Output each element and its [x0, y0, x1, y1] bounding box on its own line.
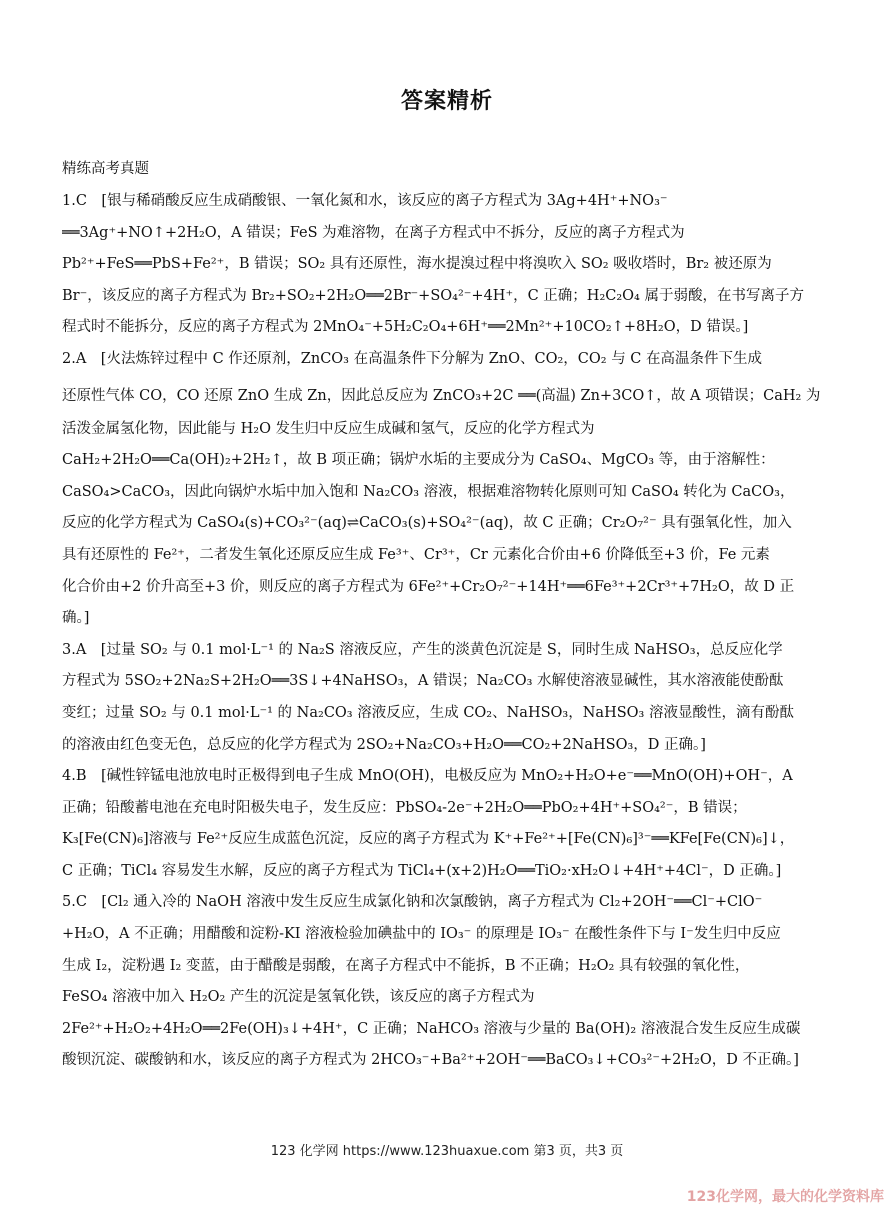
text-line: Pb²⁺+FeS══PbS+Fe²⁺，B 错误；SO₂ 具有还原性，海水提溴过程中将溴吹入 SO₂ 吸收塔时，Br₂ 被还原为 — [62, 256, 772, 273]
text-line: 1.C [银与稀硝酸反应生成硝酸银、一氧化氮和水，该反应的离子方程式为 3Ag+4H⁺+NO₃⁻ — [62, 193, 668, 209]
text-line: C 正确；TiCl₄ 容易发生水解，反应的离子方程式为 TiCl₄+(x+2)H₂O══TiO₂·xH₂O↓+4H⁺+4Cl⁻，D 正确。] — [62, 862, 782, 879]
text-line: 活泼金属氢化物，因此能与 H₂O 发生归中反应生成碱和氢气，反应的化学方程式为 — [62, 420, 595, 437]
site-watermark: 123化学网，最大的化学资料库 — [686, 1189, 884, 1205]
text-line: 变红；过量 SO₂ 与 0.1 mol·L⁻¹ 的 Na₂CO₃ 溶液反应，生成 CO₂、NaHSO₃，NaHSO₃ 溶液显酸性，滴有酚酞 — [62, 704, 794, 721]
page-title: 答案精析 — [400, 89, 493, 114]
text-line: 2.A [火法炼锌过程中 C 作还原剂，ZnCO₃ 在高温条件下分解为 ZnO、CO₂，CO₂ 与 C 在高温条件下生成 — [62, 350, 763, 367]
answer-content — [62, 186, 837, 1077]
text-line: 正确；铅酸蓄电池在充电时阳极失电子，发生反应：PbSO₄-2e⁻+2H₂O══PbO₂+4H⁺+SO₄²⁻，B 错误； — [62, 799, 747, 816]
text-line: K₃[Fe(CN)₆]溶液与 Fe²⁺反应生成蓝色沉淀，反应的离子方程式为 K⁺+Fe²⁺+[Fe(CN)₆]³⁻══KFe[Fe(CN)₆]↓， — [62, 831, 795, 848]
text-line: Br⁻，该反应的离子方程式为 Br₂+SO₂+2H₂O══2Br⁻+SO₄²⁻+4H⁺，C 正确；H₂C₂O₄ 属于弱酸，在书写离子方 — [62, 287, 804, 304]
text-line: 方程式为 5SO₂+2Na₂S+2H₂O══3S↓+4NaHSO₃，A 错误；Na₂CO₃ 水解使溶液显碱性，其水溶液能使酚酞 — [62, 673, 784, 690]
page-footer: 123 化学网 https://www.123huaxue.com 第3 页，共3 页 — [270, 1144, 624, 1159]
text-line: CaSO₄>CaCO₃，因此向锅炉水垢中加入饱和 Na₂CO₃ 溶液，根据难溶物转化原则可知 CaSO₄ 转化为 CaCO₃， — [62, 483, 795, 500]
text-line: CaH₂+2H₂O══Ca(OH)₂+2H₂↑，故 B 项正确；锅炉水垢的主要成分为 CaSO₄、MgCO₃ 等，由于溶解性： — [62, 452, 775, 469]
text-line: 的溶液由红色变无色，总反应的化学方程式为 2SO₂+Na₂CO₃+H₂O══CO₂+2NaHSO₃，D 正确。] — [62, 736, 706, 753]
text-line: 酸钡沉淀、碳酸钠和水，该反应的离子方程式为 2HCO₃⁻+Ba²⁺+2OH⁻══BaCO₃↓+CO₃²⁻+2H₂O，D 不正确。] — [62, 1052, 799, 1069]
text-line: 具有还原性的 Fe²⁺，二者发生氧化还原反应生成 Fe³⁺、Cr³⁺，Cr 元素化合价由+6 价降低至+3 价，Fe 元素 — [62, 546, 770, 563]
text-line: 3.A [过量 SO₂ 与 0.1 mol·L⁻¹ 的 Na₂S 溶液反应，产生的淡黄色沉淀是 S，同时生成 NaHSO₃，总反应化学 — [62, 641, 783, 658]
text-line: 4.B [碱性锌锰电池放电时正极得到电子生成 MnO(OH)，电极反应为 MnO₂+H₂O+e⁻══MnO(OH)+OH⁻，A — [62, 768, 793, 785]
text-line: 生成 I₂，淀粉遇 I₂ 变蓝，由于醋酸是弱酸，在离子方程式中不能拆，B 不正确；H₂O₂ 具有较强的氧化性， — [62, 957, 750, 974]
text-line: 还原性气体 CO，CO 还原 ZnO 生成 Zn，因此总反应为 ZnCO₃+2C ══(高温) Zn+3CO↑，故 A 项错误；CaH₂ 为 — [62, 387, 821, 404]
section-heading: 精练高考真题 — [62, 161, 149, 177]
text-line: 化合价由+2 价升高至+3 价，则反应的离子方程式为 6Fe²⁺+Cr₂O₇²⁻+14H⁺══6Fe³⁺+2Cr³⁺+7H₂O，故 D 正 — [62, 578, 795, 595]
text-line: 反应的化学方程式为 CaSO₄(s)+CO₃²⁻(aq)⇌CaCO₃(s)+SO₄²⁻(aq)，故 C 正确；Cr₂O₇²⁻ 具有强氧化性，加入 — [62, 515, 792, 532]
text-line: 5.C [Cl₂ 通入冷的 NaOH 溶液中发生反应生成氯化钠和次氯酸钠，离子方程式为 Cl₂+2OH⁻══Cl⁻+ClO⁻ — [62, 894, 763, 911]
text-line: 确。] — [62, 610, 90, 627]
text-line: 2Fe²⁺+H₂O₂+4H₂O══2Fe(OH)₃↓+4H⁺，C 正确；NaHCO₃ 溶液与少量的 Ba(OH)₂ 溶液混合发生反应生成碳 — [62, 1020, 801, 1037]
text-line: +H₂O，A 不正确；用醋酸和淀粉-KI 溶液检验加碘盐中的 IO₃⁻ 的原理是 IO₃⁻ 在酸性条件下与 I⁻发生归中反应 — [62, 926, 781, 943]
text-line: 程式时不能拆分，反应的离子方程式为 2MnO₄⁻+5H₂C₂O₄+6H⁺══2Mn²⁺+10CO₂↑+8H₂O，D 错误。] — [62, 319, 749, 336]
text-line: ══3Ag⁺+NO↑+2H₂O，A 错误；FeS 为难溶物，在离子方程式中不拆分，反应的离子方程式为 — [62, 224, 685, 241]
text-line: FeSO₄ 溶液中加入 H₂O₂ 产生的沉淀是氢氧化铁，该反应的离子方程式为 — [62, 989, 535, 1006]
